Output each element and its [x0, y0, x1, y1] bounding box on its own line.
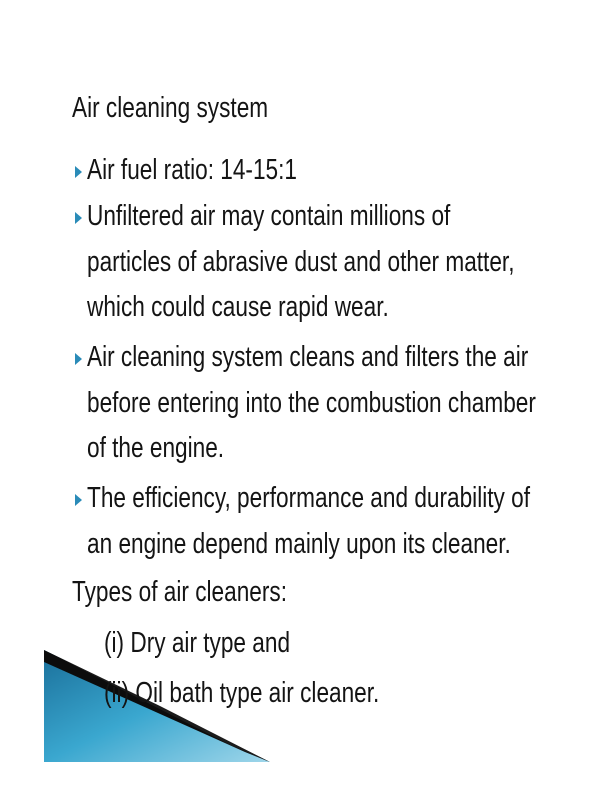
bullet-3-line-3: of the engine. — [87, 432, 225, 464]
triangle-bullet-icon — [75, 212, 82, 224]
bullet-2-line-3: which could cause rapid wear. — [87, 291, 389, 323]
triangle-bullet-icon — [75, 353, 82, 365]
bullet-4-line-2: an engine depend mainly upon its cleaner. — [87, 528, 511, 560]
bullet-1-line-1: Air fuel ratio: 14-15:1 — [87, 154, 297, 186]
bullet-2-line-2: particles of abrasive dust and other matter, — [87, 246, 515, 278]
slide-title: Air cleaning system — [72, 92, 269, 124]
type-item-2: (ii) Oil bath type air cleaner. — [104, 677, 380, 709]
type-item-1: (i) Dry air type and — [104, 627, 291, 659]
triangle-bullet-icon — [75, 166, 82, 178]
bullet-3-line-1: Air cleaning system cleans and filters the air — [87, 341, 529, 373]
bullet-2-line-1: Unfiltered air may contain millions of — [87, 200, 451, 232]
types-heading: Types of air cleaners: — [72, 576, 287, 608]
bullet-4-line-1: The efficiency, performance and durability of — [87, 482, 531, 514]
bullet-3-line-2: before entering into the combustion chamber — [87, 387, 536, 419]
triangle-bullet-icon — [75, 494, 82, 506]
